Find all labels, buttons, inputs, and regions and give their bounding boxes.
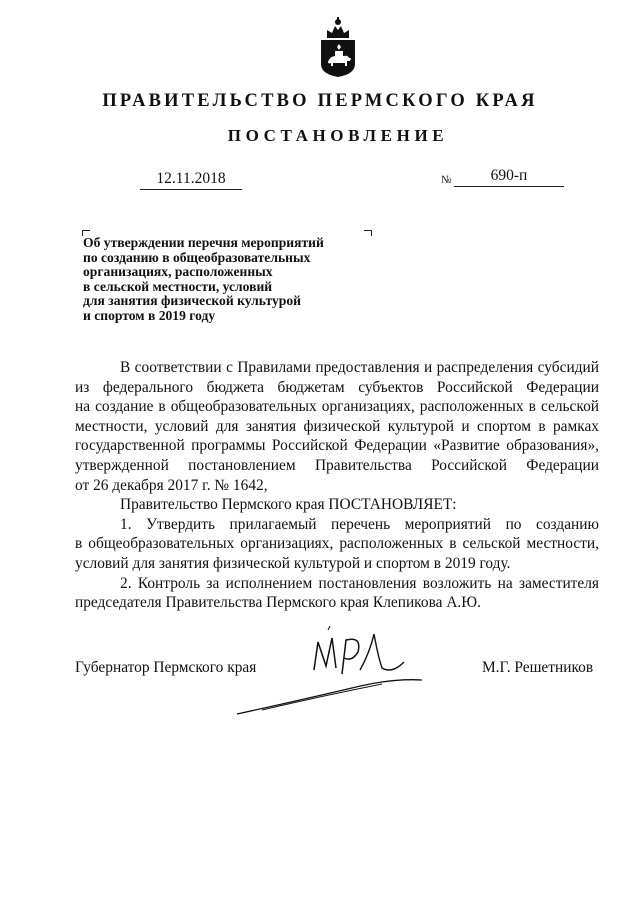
number-sign: № — [441, 174, 452, 186]
title-line: организациях, расположенных — [83, 264, 273, 280]
body-line: местности, условий для занятия физической культурой и спортом в рамках — [75, 417, 599, 435]
organization-title: ПРАВИТЕЛЬСТВО ПЕРМСКОГО КРАЯ — [102, 91, 538, 111]
item-1-line: условий для занятия физической культурой и спортом в 2019 году. — [75, 554, 511, 572]
coat-of-arms-emblem — [318, 16, 358, 78]
handwritten-signature — [232, 622, 432, 722]
body-line: В соответствии с Правилами предоставления и распределения субсидий — [120, 359, 599, 376]
decree-date: 12.11.2018 — [140, 170, 242, 190]
body-line: утвержденной постановлением Правительства Российской Федерации — [75, 456, 599, 474]
decree-number: 690-п — [454, 167, 564, 187]
title-line: и спортом в 2019 году — [83, 307, 216, 323]
item-1-line: 1. Утвердить прилагаемый перечень мероприятий по созданию — [120, 515, 599, 533]
item-2-line: председателя Правительства Пермского края Клепикова А.Ю. — [75, 594, 481, 612]
decree-body — [75, 358, 599, 613]
signatory-position: Губернатор Пермского края — [75, 659, 257, 676]
title-line: в сельской местности, условий — [83, 278, 273, 294]
item-1-line: в общеобразовательных организациях, расположенных в сельской местности, — [75, 535, 599, 553]
body-line: на создание в общеобразовательных организациях, расположенных в сельской — [75, 398, 599, 416]
document-type: ПОСТАНОВЛЕНИЕ — [227, 126, 449, 145]
title-line: по созданию в общеобразовательных — [83, 249, 311, 265]
body-line: из федерального бюджета бюджетам субъектов Российской Федерации — [75, 378, 599, 396]
resolution-line: Правительство Пермского края ПОСТАНОВЛЯЕТ: — [120, 496, 457, 514]
body-line: от 26 декабря 2017 г. № 1642, — [75, 476, 268, 494]
decree-title — [83, 236, 383, 324]
item-2-line: 2. Контроль за исполнением постановления возложить на заместителя — [120, 574, 599, 592]
title-line: Об утверждении перечня мероприятий — [83, 235, 324, 250]
body-line: государственной программы Российской Федерации «Развитие образования», — [75, 437, 599, 455]
signatory-name: М.Г. Решетников — [482, 659, 594, 676]
title-line: для занятия физической культурой — [83, 293, 301, 309]
